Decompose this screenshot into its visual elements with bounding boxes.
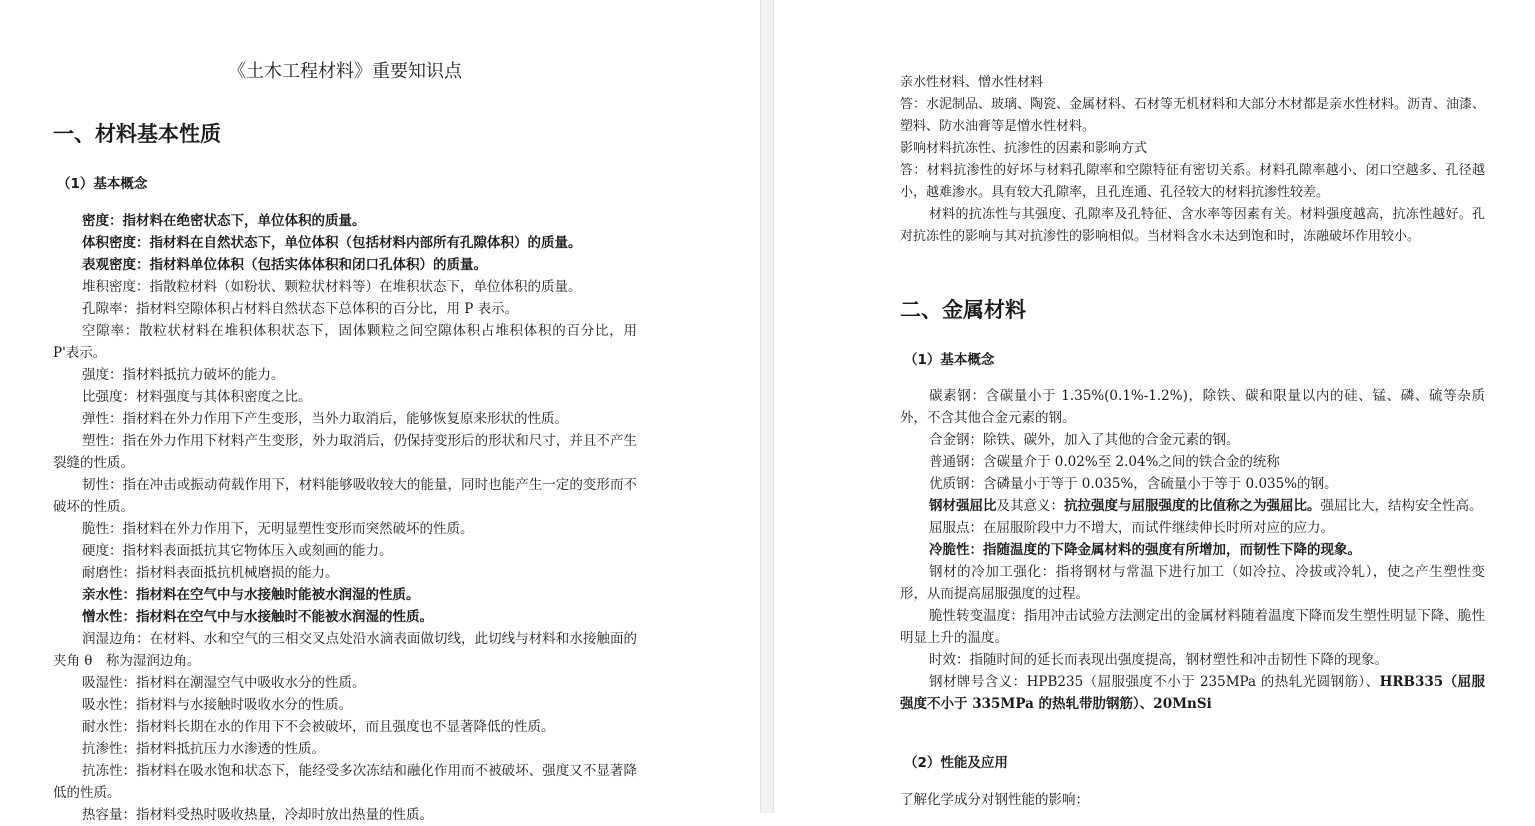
definition-paragraph-21: 抗渗性：指材料抵抗压力水渗透的性质。	[82, 741, 325, 757]
definition-paragraph-20: 耐水性：指材料长期在水的作用下不会被破坏，而且强度也不显著降低的性质。	[82, 719, 555, 735]
definition-paragraph-7: 强度：指材料抵抗力破坏的能力。	[82, 367, 285, 383]
right-page-after	[900, 789, 1485, 811]
definition-paragraph-14: 耐磨性：指材料表面抵抗机械磨损的能力。	[82, 565, 339, 581]
intro-paragraph-2: 答：水泥制品、玻璃、陶瓷、金属材料、石材等无机材料和大部分木材都是亲水性材料。沥青、油漆、塑料、防水油膏等是憎水性材料。	[900, 97, 1486, 134]
paragraph-brittle-transition: 脆性转变温度：指用冲击试验方法测定出的金属材料随着温度下降而发生塑性明显下降、脆性明显上升的温度。	[900, 608, 1485, 646]
paragraph-cold-working: 钢材的冷加工强化：指将钢材与常温下进行加工（如冷拉、冷拔或冷轧），使之产生塑性变形，从而提高屈服强度的过程。	[900, 564, 1485, 602]
definition-paragraph-2: 体积密度：指材料在自然状态下，单位体积（包括材料内部所有孔隙体积）的质量。	[82, 235, 582, 251]
paragraph-alloy-steel: 合金钢：除铁、碳外，加入了其他的合金元素的钢。	[929, 432, 1240, 448]
paragraph-chemical-composition: 了解化学成分对钢性能的影响：	[900, 792, 1089, 808]
definition-paragraph-10: 塑性：指在外力作用下材料产生变形，外力取消后，仍保持变形后的形状和尺寸，并且不产生裂缝的性质。	[53, 433, 637, 471]
definition-paragraph-18: 吸湿性：指材料在潮湿空气中吸收水分的性质。	[82, 675, 366, 691]
intro-paragraph-3: 影响材料抗冻性、抗渗性的因素和影响方式	[900, 141, 1148, 156]
paragraph-strength-ratio	[900, 495, 1485, 517]
right-page-intro	[900, 72, 1485, 248]
definition-paragraph-13: 硬度：指材料表面抵抗其它物体压入或刻画的能力。	[82, 543, 393, 559]
section-heading-metal-materials: 二、金属材料	[900, 298, 1026, 322]
paragraph-ordinary-steel: 普通钢：含碳量介于 0.02%至 2.04%之间的铁合金的统称	[929, 454, 1280, 470]
section-heading-material-properties: 一、材料基本性质	[53, 122, 221, 146]
sub-heading-basic-concepts: （1）基本概念	[57, 176, 148, 192]
definition-paragraph-9: 弹性：指材料在外力作用下产生变形，当外力取消后，能够恢复原来形状的性质。	[82, 411, 568, 427]
definition-paragraph-17: 润湿边角：在材料、水和空气的三相交叉点处沿水滴表面做切线，此切线与材料和水接触面的夹角 θ 称为湿润边角。	[53, 631, 637, 669]
sub-heading-basic-concepts-metal: （1）基本概念	[904, 352, 995, 368]
text-steel-grades-hpb: 钢材牌号含义：HPB235（屈服强度不小于 235MPa 的热轧光圆钢筋）、	[929, 674, 1380, 690]
definition-paragraph-19: 吸水性：指材料与水接触时吸收水分的性质。	[82, 697, 352, 713]
paragraph-cold-brittleness: 冷脆性：指随温度的下降金属材料的强度有所增加，而韧性下降的现象。	[929, 542, 1361, 558]
definition-paragraph-6: 空隙率：散粒状材料在堆积体积状态下，固体颗粒之间空隙体积占堆积体积的百分比，用 P'表示。	[53, 323, 637, 361]
definition-paragraph-16: 憎水性：指材料在空气中与水接触时不能被水润湿的性质。	[82, 609, 433, 625]
definition-paragraph-22: 抗冻性：指材料在吸水饱和状态下，能经受多次冻结和融化作用而不被破坏、强度又不显著降低的性质。	[53, 763, 637, 801]
sub-heading-performance-application: （2）性能及应用	[904, 755, 1008, 771]
paragraph-carbon-steel: 碳素钢：含碳量小于 1.35%(0.1%-1.2%)，除铁、碳和限量以内的硅、锰、磷、硫等杂质外，不含其他合金元素的钢。	[900, 388, 1485, 426]
definition-paragraph-3: 表观密度：指材料单位体积（包括实体体积和闭口孔体积）的质量。	[82, 257, 487, 273]
definition-paragraph-4: 堆积密度：指散粒材料（如粉状、颗粒状材料等）在堆积状态下，单位体积的质量。	[82, 279, 582, 295]
definition-paragraph-8: 比强度：材料强度与其体积密度之比。	[82, 389, 312, 405]
paragraph-steel-grades	[900, 671, 1485, 715]
term-strength-ratio: 钢材强屈比	[929, 498, 997, 514]
right-page-body	[900, 385, 1485, 715]
intro-paragraph-5: 材料的抗冻性与其强度、孔隙率及孔特征、含水率等因素有关。材料强度越高，抗冻性越好。孔对抗冻性的影响与其对抗渗性的影响相似。当材料含水未达到饱和时，冻融破坏作用较小。	[900, 207, 1485, 244]
definition-paragraph-11: 韧性：指在冲击或振动荷载作用下，材料能够吸收较大的能量，同时也能产生一定的变形而不破坏的性质。	[53, 477, 637, 515]
definition-paragraph-12: 脆性：指材料在外力作用下，无明显塑性变形而突然破坏的性质。	[82, 521, 474, 537]
text-strength-ratio-note: 强屈比大，结构安全性高。	[1320, 498, 1483, 514]
definition-strength-ratio: 抗拉强度与屈服强度的比值称之为强屈比。	[1064, 498, 1321, 514]
definition-paragraph-5: 孔隙率：指材料空隙体积占材料自然状态下总体积的百分比，用 P 表示。	[82, 301, 519, 317]
document-title: 《土木工程材料》重要知识点	[228, 61, 462, 82]
definition-paragraph-1: 密度：指材料在绝密状态下，单位体积的质量。	[82, 213, 366, 229]
paragraph-yield-point: 屈服点：在屈服阶段中力不增大，而试件继续伸长时所对应的应力。	[929, 520, 1334, 536]
definition-paragraph-23: 热容量：指材料受热时吸收热量，冷却时放出热量的性质。	[82, 807, 433, 823]
text-strength-ratio-meaning: 及其意义：	[996, 498, 1064, 514]
text-steel-grades-hrb: HRB335（屈服强度不小于 335MPa 的热轧带肋钢筋）、20MnSi	[900, 674, 1485, 712]
intro-paragraph-4: 答：材料抗渗性的好坏与材料孔隙率和空隙特征有密切关系。材料孔隙率越小、闭口空越多、孔径越小，越难渗水。具有较大孔隙率，且孔连通、孔径较大的材料抗渗性较差。	[900, 163, 1485, 200]
paragraph-quality-steel: 优质钢：含磷量小于等于 0.035%，含硫量小于等于 0.035%的钢。	[929, 476, 1338, 492]
definition-paragraph-15: 亲水性：指材料在空气中与水接触时能被水润湿的性质。	[82, 587, 420, 603]
page-gutter	[760, 0, 774, 813]
paragraph-aging: 时效：指随时间的延长而表现出强度提高，钢材塑性和冲击韧性下降的现象。	[929, 652, 1388, 668]
intro-paragraph-1: 亲水性材料、憎水性材料	[900, 75, 1044, 90]
left-page-body	[53, 210, 637, 826]
